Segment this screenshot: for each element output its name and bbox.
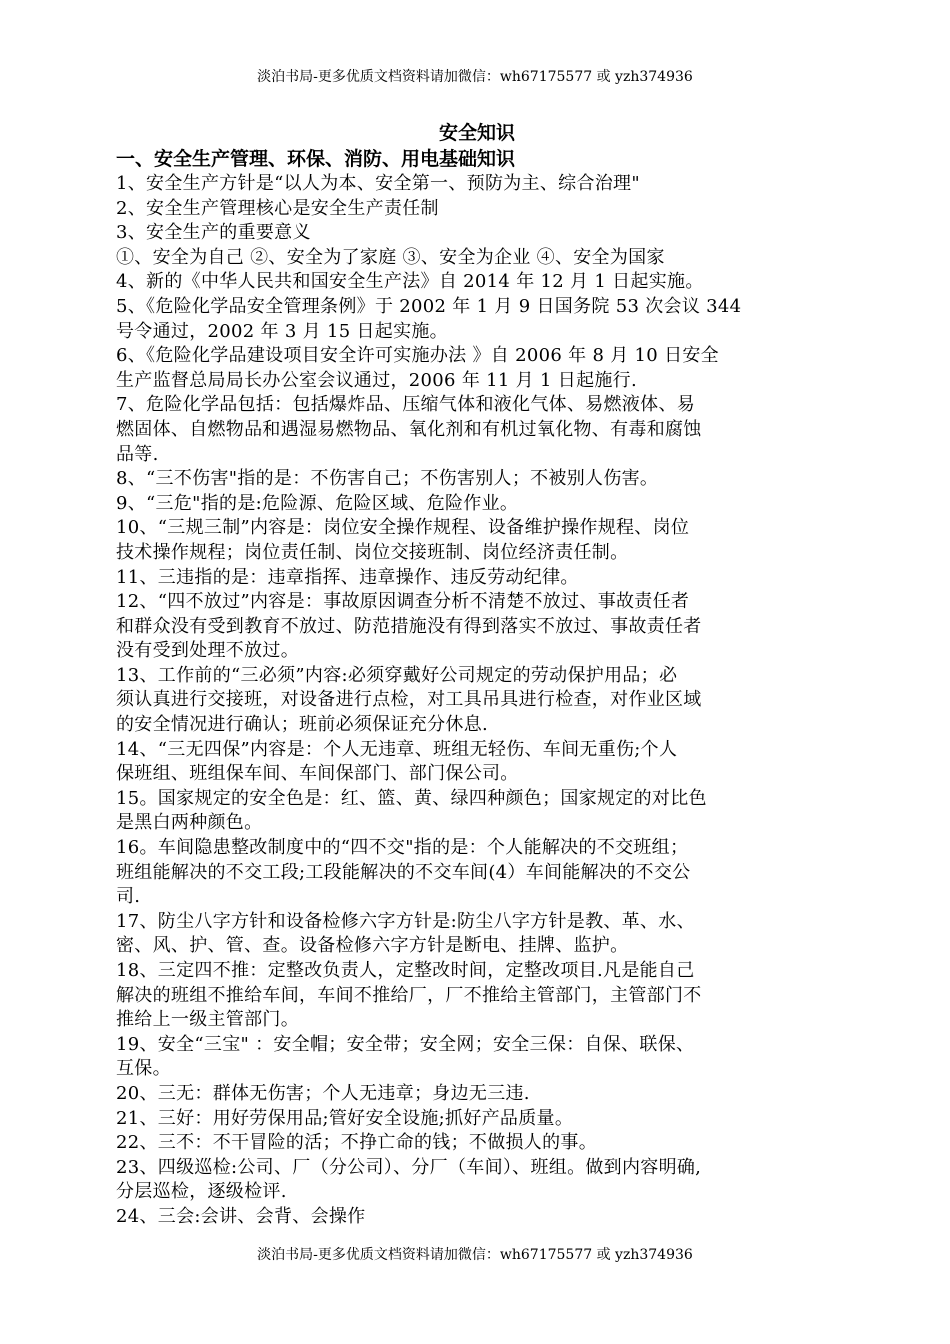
- text-line: 生产监督总局局长办公室会议通过，2006 年 11 月 1 日起施行.: [116, 369, 637, 391]
- text-line: 9、“三危"指的是:危险源、危险区域、危险作业。: [116, 492, 519, 514]
- text-line: 保班组、班组保车间、车间保部门、部门保公司。: [116, 763, 519, 785]
- page-header: 淡泊书局-更多优质文档资料请加微信：wh67175577 或 yzh374936: [257, 69, 693, 85]
- content-lines: [116, 172, 838, 1230]
- text-line: 12、“四不放过”内容是：事故原因调查分析不清楚不放过、事故责任者: [116, 591, 690, 613]
- text-line: 品等.: [116, 443, 159, 465]
- text-line: 互保。: [116, 1058, 171, 1080]
- text-line: 14、“三无四保”内容是：个人无违章、班组无轻伤、车间无重伤;个人: [116, 738, 678, 760]
- text-line: 7、危险化学品包括：包括爆炸品、压缩气体和液化气体、易燃液体、易: [116, 394, 696, 416]
- text-line: 号令通过，2002 年 3 月 15 日起实施。: [116, 320, 448, 342]
- text-line: 6、《危险化学品建设项目安全许可实施办法 》自 2006 年 8 月 10 日安全: [116, 345, 719, 367]
- text-line: 分层巡检，逐级检评.: [116, 1181, 287, 1203]
- text-line: 密、风、护、管、查。设备检修六字方针是断电、挂牌、监护。: [116, 935, 629, 957]
- text-line: 4、新的《中华人民共和国安全生产法》自 2014 年 12 月 1 日起实施。: [116, 271, 704, 293]
- text-line: 17、防尘八字方针和设备检修六字方针是:防尘八字方针是教、革、水、: [116, 910, 695, 932]
- text-line: 是黑白两种颜色。: [116, 812, 263, 834]
- text-line: 22、三不：不干冒险的活；不挣亡命的钱；不做损人的事。: [116, 1132, 598, 1154]
- text-line: 19、安全“三宝" ：安全帽；安全带；安全网；安全三保：自保、联保、: [116, 1033, 695, 1055]
- text-line: 没有受到处理不放过。: [116, 640, 299, 662]
- text-line: 须认真进行交接班，对设备进行点检，对工具吊具进行检查，对作业区域: [116, 689, 702, 711]
- text-line: 和群众没有受到教育不放过、防范措施没有得到落实不放过、事故责任者: [116, 615, 702, 637]
- text-line: 推给上一级主管部门。: [116, 1009, 299, 1031]
- text-line: 的安全情况进行确认；班前必须保证充分休息.: [116, 714, 489, 736]
- text-line: 16。车间隐患整改制度中的“四不交"指的是：个人能解决的不交班组；: [116, 837, 689, 859]
- text-line: 3、安全生产的重要意义: [116, 222, 311, 244]
- text-line: 5、《危险化学品安全管理条例》于 2002 年 1 月 9 日国务院 53 次会议 344: [116, 295, 742, 317]
- text-line: 解决的班组不推给车间，车间不推给厂，厂不推给主管部门，主管部门不: [116, 984, 702, 1006]
- text-line: 13、工作前的“三必须”内容:必须穿戴好公司规定的劳动保护用品；必: [116, 664, 678, 686]
- text-line: 8、“三不伤害"指的是：不伤害自己；不伤害别人；不被别人伤害。: [116, 468, 659, 490]
- document-body: [116, 120, 838, 1230]
- text-line: 20、三无：群体无伤害；个人无违章；身边无三违.: [116, 1082, 530, 1104]
- text-line: 燃固体、自燃物品和遇湿易燃物品、氧化剂和有机过氧化物、有毒和腐蚀: [116, 418, 702, 440]
- text-line: 1、安全生产方针是“以人为本、安全第一、预防为主、综合治理": [116, 173, 640, 194]
- text-line: 21、三好：用好劳保用品;管好安全设施;抓好产品质量。: [116, 1107, 574, 1129]
- text-line: 10、“三规三制”内容是：岗位安全操作规程、设备维护操作规程、岗位: [116, 517, 690, 539]
- text-line: 24、三会:会讲、会背、会操作: [116, 1205, 366, 1227]
- text-line: 15。国家规定的安全色是：红、篮、黄、绿四种颜色；国家规定的对比色: [116, 787, 707, 809]
- text-line: ①、安全为自己 ②、安全为了家庭 ③、安全为企业 ④、安全为国家: [116, 246, 665, 268]
- text-line: 班组能解决的不交工段;工段能解决的不交车间(4）车间能解决的不交公: [116, 861, 691, 883]
- text-line: 23、四级巡检:公司、厂（分公司）、分厂（车间）、班组。做到内容明确,: [116, 1156, 702, 1178]
- page-footer: 淡泊书局-更多优质文档资料请加微信：wh67175577 或 yzh374936: [257, 1247, 693, 1263]
- section-heading: 一、安全生产管理、环保、消防、用电基础知识: [116, 148, 516, 170]
- text-line: 司.: [116, 886, 141, 908]
- text-line: 技术操作规程；岗位责任制、岗位交接班制、岗位经济责任制。: [116, 541, 629, 563]
- text-line: 2、安全生产管理核心是安全生产责任制: [116, 197, 439, 219]
- document-title: 安全知识: [438, 122, 515, 144]
- text-line: 18、三定四不推：定整改负责人，定整改时间，定整改项目.凡是能自己: [116, 960, 695, 981]
- text-line: 11、三违指的是：违章指挥、违章操作、违反劳动纪律。: [116, 566, 579, 588]
